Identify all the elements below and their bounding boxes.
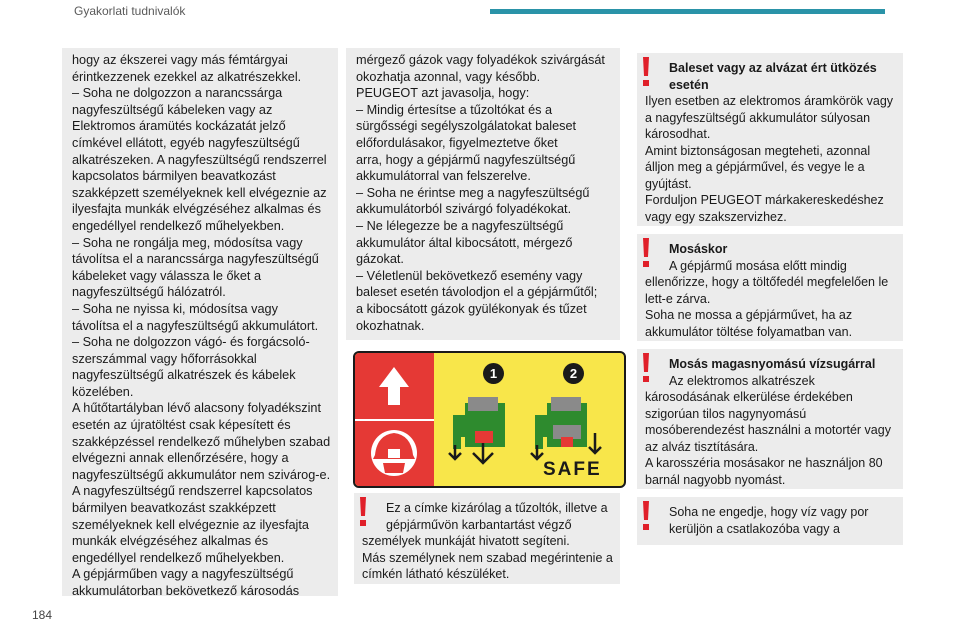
text-line: A gépjármű mosása előtt mindig [669,258,847,273]
text-line: kábeleket vagy válassza le őket a [72,268,262,283]
text-line: Más személynek nem szabad megérintenie a [362,550,613,565]
text-line: Ilyen esetben az elektromos áramkörök vagy [645,94,894,108]
text-line: arra, hogy a gépjármű nagyfeszültségű [356,152,576,167]
text-line: szakképzéssel rendelkező műhelyben szabad [72,434,331,449]
text-line: baleset esetén távolodjon el a gépjárműtől; [356,285,598,300]
text-line: mosóberendezést használni a motortér vagy [645,423,891,437]
warning-text [645,504,899,537]
text-line: lett-e zárva. [645,291,711,306]
text-line: okozhatnak. [356,318,425,333]
warning-box-high-pressure [637,349,903,489]
warning-heading: Mosás magasnyomású vízsugárral [669,357,876,371]
text-line: Forduljon PEUGEOT márkakereskedéshez [645,193,884,207]
text-line: személyeknek kell elvégeznie az ilyesfajta [72,517,309,532]
text-line: kapcsolatos bármilyen beavatkozást [72,169,276,184]
text-line: okozhatja azonnal, vagy később. [356,69,541,84]
text-line: – Ne lélegezze be a nagyfeszültségű [356,218,564,233]
text-line: személyek munkáját hivatott segíteni. [362,534,570,548]
text-line: Ez a címke kizárólag a tűzoltók, illetve a [386,501,608,515]
text-line: – Soha ne érintse meg a nagyfeszültségű [356,185,590,200]
text-line: nagyfeszültségű alkatrészek és kábelek [72,368,296,383]
text-line: gázokat. [356,252,404,267]
text-line: ellenőrizze, hogy a töltőfedél megfelelően le [645,275,889,289]
text-line: címkével ellátott, egyéb nagyfeszültségű [72,135,300,150]
text-line: – Soha ne dolgozzon a narancssárga [72,86,283,101]
text-line: A gépjárműben vagy a nagyfeszültségű [72,567,294,582]
text-line: akkumulátorban bekövetkező károsodás [72,584,300,598]
text-line: elvégezni annak ellenőrzésére, hogy a [72,451,289,466]
text-line: károsodhat. [645,127,711,141]
text-line: nagyfeszültségű kábeleken vagy az [72,102,273,117]
text-line: nagyfeszültségű akkumulátor nem szivárog-e. [72,467,331,482]
text-line: vagy egy szakszervizhez. [645,209,787,224]
text-line: esetén az újratöltést csak képesített és [72,418,291,433]
warning-heading: Mosáskor [669,242,728,256]
text-line: gyújtást. [645,176,692,191]
text-block-left [72,52,332,600]
text-panel-left [62,48,338,596]
text-line: nagyfeszültségű hálózatról. [72,285,226,300]
warning-text [645,356,899,488]
text-line: munkák elvégzéséhez alkalmas és [72,534,269,549]
text-line: Az elektromos alkatrészek [669,373,815,388]
warning-box-sticker [354,493,620,584]
text-line: hogy az ékszerei vagy más fémtárgyai [72,53,288,67]
text-line: PEUGEOT azt javasolja, hogy: [356,86,530,101]
text-line: Soha ne engedje, hogy víz vagy por [669,505,869,519]
text-line: közelében. [72,384,134,399]
text-line: Amint biztonságosan megteheti, azonnal [645,143,871,158]
text-line: címkén látható készüléket. [362,567,510,581]
text-line: akkumulátorból szivárgó folyadékokat. [356,202,572,217]
text-line: távolítsa el a narancssárga nagyfeszültségű [72,252,319,267]
text-line: engedéllyel rendelkező műhelyekben. [72,218,285,233]
text-line: károsodásának elkerülése érdekében [645,390,853,404]
text-line: kerüljön a csatlakozóba vagy a [669,521,840,536]
text-line: mérgező gázok vagy folyadékok szivárgását [356,53,605,67]
text-line: – Soha ne rongálja meg, módosítsa vagy [72,235,303,250]
text-line: szakképzett személyeknek kell elvégeznie az [72,185,327,200]
text-line: alkatrészeken. A nagyfeszültségű rendszerrel [72,152,327,167]
text-line: – Mindig értesítse a tűzoltókat és a [356,102,553,117]
text-line: előfordulásakor, figyelmeztetve őket [356,135,558,150]
warning-text [362,500,616,583]
text-line: A hűtőtartályban lévő alacsony folyadékszint [72,401,321,416]
text-line: bármilyen beavatkozást szakképzett [72,501,276,516]
text-line: akkumulátorral van felszerelve. [356,169,531,184]
firefighter-safety-sticker [353,351,626,488]
text-line: akkumulátor által kibocsátott, mérgező [356,235,573,250]
text-line: sürgősségi segélyszolgálatokat baleset [356,119,577,134]
text-line: barnál nagyobb nyomást. [645,472,786,487]
warning-text [645,241,899,340]
warning-text [645,60,899,225]
warning-box-washing [637,234,903,341]
text-line: – Soha ne dolgozzon vágó- és forgácsoló- [72,335,310,350]
text-line: A nagyfeszültségű rendszerrel kapcsolatos [72,484,313,499]
sticker-safe-label: SAFE [543,459,602,480]
text-line: szerszámmal vagy hőforrásokkal [72,351,257,366]
text-block-middle [356,52,614,334]
text-line: érintkezzenek ezekkel az alkatrészekkel. [72,69,302,84]
text-line: Elektromos áramütés kockázatát jelző [72,119,286,134]
text-line: gépjárművön karbantartást végző [386,517,572,532]
header-accent-bar [490,9,885,14]
text-line: az alváz tisztítására. [645,439,759,454]
text-line: Soha ne mossa a gépjárművet, ha az [645,308,853,322]
firefighter-helmet-icon [371,430,417,476]
text-line: álljon meg a gépjárművel, és vegye le a [645,160,865,174]
up-arrow-icon [379,367,409,405]
text-line: akkumulátor töltése folyamatban van. [645,324,853,339]
header-title: Gyakorlati tudnivalók [74,4,186,18]
text-line: ilyesfajta munkák elvégzéséhez alkalmas és [72,202,321,217]
step-number-badge: 1 [483,363,504,384]
text-line: a nagyfeszültségű akkumulátor súlyosan [645,110,871,125]
disconnect-device-1-icon [449,397,505,463]
step-number-badge: 2 [563,363,584,384]
text-line: szigorúan tilos nagynyomású [645,406,807,421]
page-number: 184 [32,608,53,622]
text-line: A karosszéria mosásakor ne használjon 80 [645,456,883,470]
text-line: – Véletlenül bekövetkező esemény vagy [356,268,583,283]
text-line: távolítsa el a nagyfeszültségű akkumulátort. [72,318,319,333]
warning-box-accident [637,53,903,226]
warning-heading: esetén [669,77,709,92]
disconnect-device-2-icon [531,397,601,459]
text-panel-middle [346,48,620,340]
text-line: – Soha ne nyissa ki, módosítsa vagy [72,301,278,316]
text-line: a kibocsátott gázok gyülékonyak és tűzet [356,301,587,316]
text-line: engedéllyel rendelkező műhelyekben. [72,550,285,565]
warning-box-water [637,497,903,545]
warning-heading: Baleset vagy az alvázat ért ütközés [669,61,877,75]
